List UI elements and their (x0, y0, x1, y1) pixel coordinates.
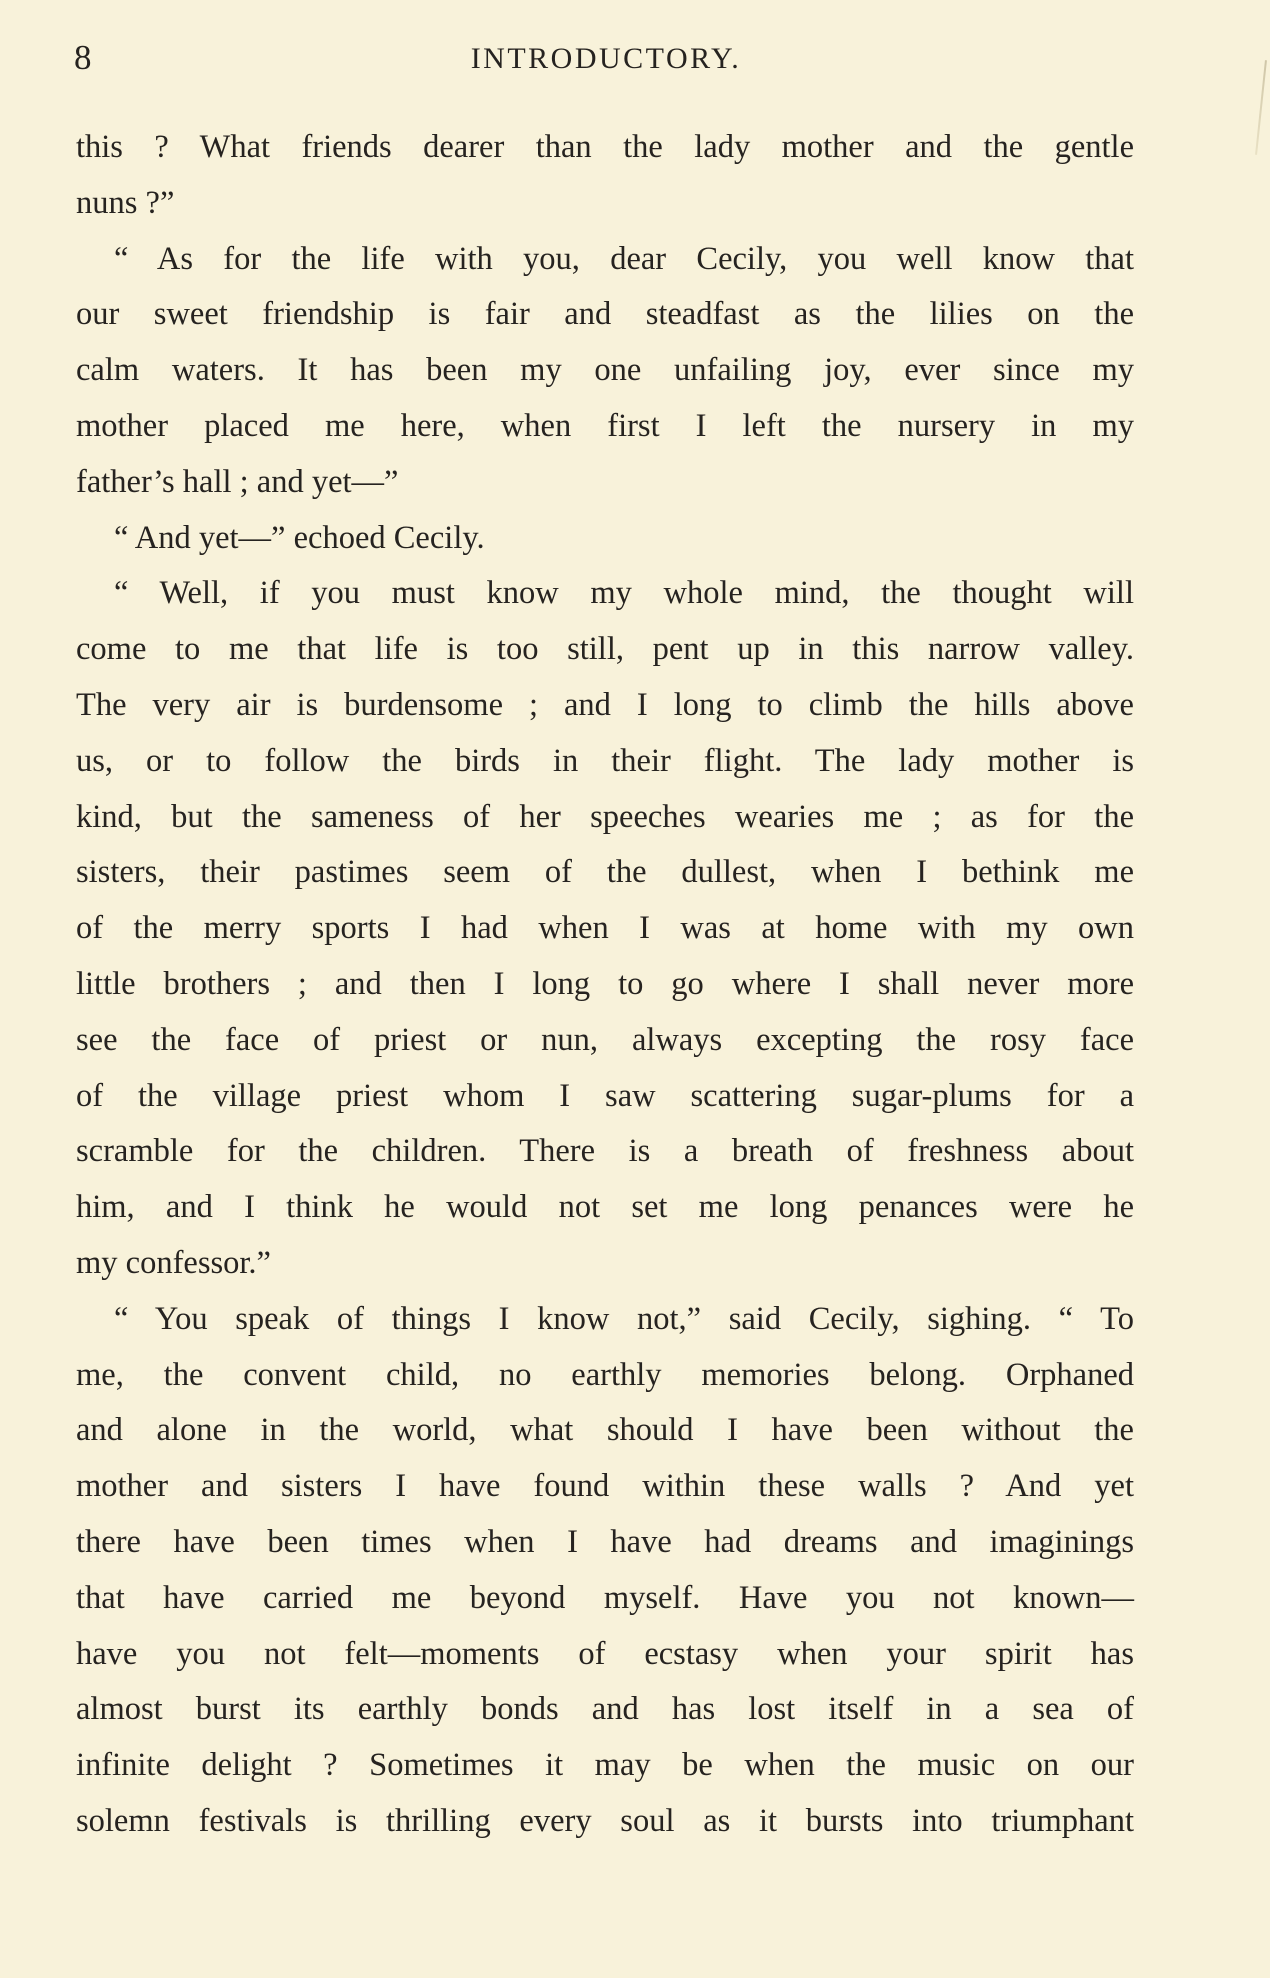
text-line: “ As for the life with you, dear Cecily, you well know that (114, 240, 1134, 277)
text-line: infinite delight ? Sometimes it may be when the music on our (76, 1747, 1134, 1784)
text-line: of the merry sports I had when I was at home with my own (76, 910, 1134, 947)
text-line: “ You speak of things I know not,” said Cecily, sighing. “ To (114, 1300, 1134, 1337)
paragraph (76, 120, 1134, 232)
text-line: calm waters. It has been my one unfailing joy, ever since my (76, 352, 1134, 389)
text-line: mother and sisters I have found within these walls ? And yet (76, 1468, 1134, 1505)
paragraph (76, 566, 1134, 1291)
text-line: “ Well, if you must know my whole mind, the thought will (114, 575, 1134, 612)
text-line: nuns ?” (76, 184, 175, 221)
text-line: kind, but the sameness of her speeches wearies me ; as for the (76, 798, 1134, 835)
text-line: me, the convent child, no earthly memories belong. Orphaned (76, 1356, 1134, 1393)
paragraph (76, 1292, 1134, 1850)
text-line: father’s hall ; and yet—” (76, 463, 399, 500)
paragraph (76, 232, 1134, 511)
text-line: see the face of priest or nun, always excepting the rosy face (76, 1021, 1134, 1058)
text-line: mother placed me here, when first I left the nursery in my (76, 407, 1134, 444)
text-line: and alone in the world, what should I have been without the (76, 1412, 1134, 1449)
body-text (76, 120, 1134, 1850)
text-line: that have carried me beyond myself. Have you not known— (76, 1579, 1134, 1616)
text-line: scramble for the children. There is a breath of freshness about (76, 1133, 1134, 1170)
text-line: us, or to follow the birds in their flight. The lady mother is (76, 742, 1134, 779)
text-line: of the village priest whom I saw scattering sugar-plums for a (76, 1077, 1134, 1114)
text-line: there have been times when I have had dreams and imaginings (76, 1523, 1134, 1560)
text-line: little brothers ; and then I long to go where I shall never more (76, 965, 1134, 1002)
page-number: 8 (74, 38, 92, 77)
text-line: this ? What friends dearer than the lady mother and the gentle (76, 129, 1134, 165)
text-line: my confessor.” (76, 1244, 271, 1281)
text-line: come to me that life is too still, pent up in this narrow valley. (76, 631, 1134, 668)
running-head: INTRODUCTORY. (470, 42, 742, 75)
text-line: have you not felt—moments of ecstasy when your spirit has (76, 1635, 1134, 1672)
text-line: almost burst its earthly bonds and has lost itself in a sea of (76, 1691, 1134, 1728)
text-line: our sweet friendship is fair and steadfast as the lilies on the (76, 296, 1134, 333)
text-line: “ And yet—” echoed Cecily. (114, 519, 485, 556)
text-line: sisters, their pastimes seem of the dullest, when I bethink me (76, 854, 1134, 891)
text-line: The very air is burdensome ; and I long to climb the hills above (76, 686, 1134, 723)
text-line: him, and I think he would not set me long penances were he (76, 1189, 1134, 1226)
text-line: solemn festivals is thrilling every soul as it bursts into triumphant (76, 1802, 1134, 1839)
page-header (74, 38, 1138, 88)
page-edge-mark (1255, 60, 1267, 155)
paragraph (76, 511, 1134, 567)
